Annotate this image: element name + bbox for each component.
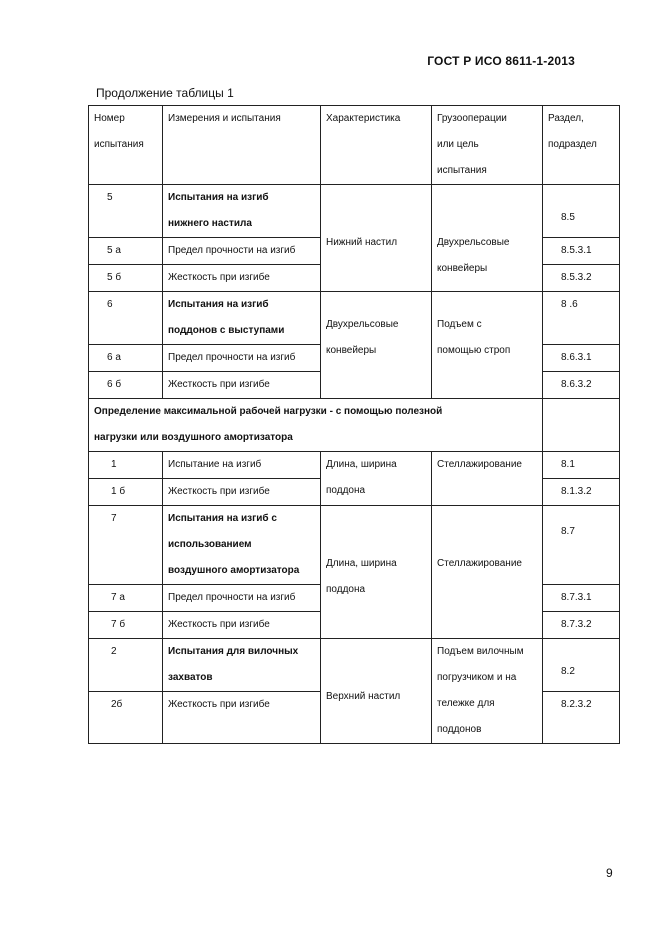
test-number: 6 [89,292,163,345]
test-name: Жесткость при изгибе [163,479,321,506]
operation-cell: Подъем вилочным погрузчиком и на тележке для поддонов [432,639,543,744]
header-cell-section: Раздел, подраздел [543,106,620,185]
test-name: Предел прочности на изгиб [163,585,321,612]
section-cell: 8.7.3.2 [543,612,620,639]
operation-cell: Двухрельсовые конвейеры [432,185,543,292]
characteristic-cell: Двухрельсовые конвейеры [321,292,432,399]
test-name: Испытания для вилочных захватов [163,639,321,692]
section-cell: 8 .6 [543,292,620,345]
test-number: 5 [89,185,163,238]
section-cell: 8.5 [543,185,620,238]
test-name: Жесткость при изгибе [163,372,321,399]
page-number: 9 [606,866,613,880]
section-cell: 8.5.3.2 [543,265,620,292]
table-caption: Продолжение таблицы 1 [96,86,234,100]
test-number: 7 [89,506,163,585]
test-number: 1 [89,452,163,479]
test-name: Испытания на изгиб нижнего настила [163,185,321,238]
characteristic-cell: Длина, ширина поддона [321,506,432,639]
test-name: Жесткость при изгибе [163,265,321,292]
section-cell [543,399,620,452]
test-name: Предел прочности на изгиб [163,238,321,265]
section-cell: 8.7.3.1 [543,585,620,612]
operation-cell: Подъем с помощью строп [432,292,543,399]
section-cell: 8.1.3.2 [543,479,620,506]
test-name: Жесткость при изгибе [163,612,321,639]
document-code: ГОСТ Р ИСО 8611-1-2013 [427,54,575,68]
test-number: 1 б [89,479,163,506]
test-table [88,105,620,744]
table-row [89,639,620,692]
test-number: 2б [89,692,163,744]
characteristic-cell: Нижний настил [321,185,432,292]
test-name: Предел прочности на изгиб [163,345,321,372]
test-number: 7 б [89,612,163,639]
characteristic-cell: Верхний настил [321,639,432,744]
section-cell: 8.5.3.1 [543,238,620,265]
header-cell-number: Номер испытания [89,106,163,185]
test-name: Испытания на изгиб поддонов с выступами [163,292,321,345]
section-cell: 8.6.3.2 [543,372,620,399]
span-heading: Определение максимальной рабочей нагрузки - с помощью полезной нагрузки или воздушного амортизатора [89,399,543,452]
test-number: 6 б [89,372,163,399]
test-name: Жесткость при изгибе [163,692,321,744]
table-row [89,292,620,345]
table-header-row [89,106,620,185]
test-number: 5 б [89,265,163,292]
header-cell-operations: Грузооперации или цель испытания [432,106,543,185]
table-row [89,506,620,585]
test-name: Испытания на изгиб с использованием воздушного амортизатора [163,506,321,585]
section-cell: 8.6.3.1 [543,345,620,372]
table-row [89,452,620,479]
test-number: 5 а [89,238,163,265]
test-number: 7 а [89,585,163,612]
test-number: 2 [89,639,163,692]
characteristic-cell: Длина, ширина поддона [321,452,432,506]
section-cell: 8.1 [543,452,620,479]
header-cell-characteristic: Характеристика [321,106,432,185]
test-name: Испытание на изгиб [163,452,321,479]
operation-cell: Стеллажирование [432,506,543,639]
test-number: 6 а [89,345,163,372]
table-row [89,185,620,238]
section-cell: 8.2 [543,639,620,692]
operation-cell: Стеллажирование [432,452,543,506]
section-cell: 8.7 [543,506,620,585]
header-cell-tests: Измерения и испытания [163,106,321,185]
table-row [89,399,620,452]
section-cell: 8.2.3.2 [543,692,620,744]
